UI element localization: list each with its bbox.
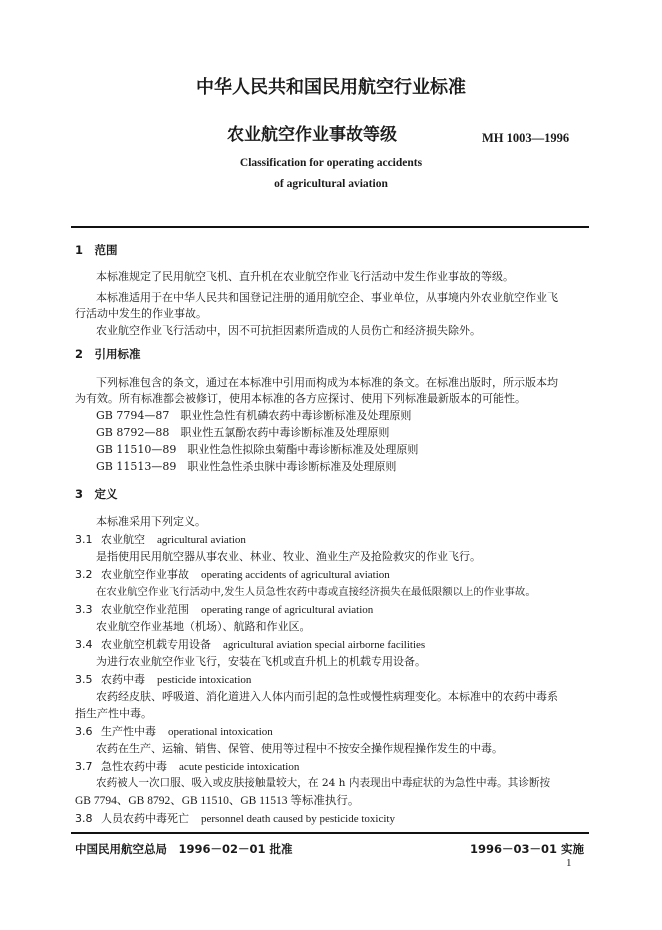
- term-3-6-definition: 农药在生产、运输、销售、保管、使用等过程中不按安全操作规程操作发生的中毒。: [96, 742, 503, 755]
- term-3-5-definition-line1: 农药经皮肤、呼吸道、消化道进入人体内而引起的急性或慢性病理变化。本标准中的农药中毒系: [96, 690, 558, 703]
- term-3-4-definition: 为进行农业航空作业飞行，安装在飞机或直升机上的机载专用设备。: [96, 655, 426, 668]
- section-1-paragraph-2-line2: 行活动中发生的作业事故。: [75, 307, 207, 320]
- term-chinese: 农业航空: [101, 533, 145, 546]
- term-chinese: 农业航空作业事故: [101, 568, 189, 581]
- term-number: 3.5: [75, 673, 93, 686]
- term-number: 3.3: [75, 603, 93, 616]
- top-rule: [71, 226, 589, 228]
- term-3-8: [75, 810, 395, 826]
- section-2-paragraph-line1: 下列标准包含的条文，通过在本标准中引用而构成为本标准的条文。在标准出版时，所示版本均: [96, 376, 558, 389]
- term-chinese: 急性农药中毒: [101, 760, 167, 773]
- term-english: pesticide intoxication: [157, 674, 252, 686]
- term-english: agricultural aviation special airborne facilities: [223, 639, 426, 651]
- term-3-1: [75, 531, 246, 547]
- term-3-7: [75, 758, 299, 774]
- bottom-rule: [71, 832, 589, 834]
- document-header: 中华人民共和国民用航空行业标准: [196, 77, 466, 98]
- term-3-3: [75, 601, 373, 617]
- section-2-paragraph-line2: 为有效。所有标准都会被修订，使用本标准的各方应探讨、使用下列标准最新版本的可能性。: [75, 392, 526, 405]
- standard-number: MH 1003—1996: [482, 131, 570, 145]
- term-chinese: 农业航空作业范围: [101, 603, 189, 616]
- term-english: operational intoxication: [168, 726, 273, 738]
- term-3-4: [75, 636, 425, 652]
- term-3-1-definition: 是指使用民用航空器从事农业、林业、牧业、渔业生产及抢险救灾的作业飞行。: [96, 550, 481, 563]
- chinese-title: 农业航空作业事故等级: [227, 125, 397, 145]
- reference-item: GB 8792—88 职业性五氯酚农药中毒诊断标准及处理原则: [96, 426, 390, 439]
- section-3-intro: 本标准采用下列定义。: [96, 515, 206, 528]
- term-chinese: 生产性中毒: [101, 725, 156, 738]
- term-english: personnel death caused by pesticide toxicity: [201, 813, 395, 825]
- footer-issuer: 中国民用航空总局 1996－02－01 批准: [75, 842, 293, 856]
- term-english: operating accidents of agricultural aviation: [201, 569, 390, 581]
- reference-item: GB 11513—89 职业性急性杀虫脒中毒诊断标准及处理原则: [96, 460, 397, 473]
- page-number: 1: [566, 857, 572, 869]
- term-3-6: [75, 723, 273, 739]
- section-1-paragraph-1: 本标准规定了民用航空飞机、直升机在农业航空作业飞行活动中发生作业事故的等级。: [96, 270, 514, 283]
- term-3-5: [75, 671, 251, 687]
- term-number: 3.7: [75, 760, 93, 773]
- term-3-7-definition-line1: 农药被人一次口服、吸入或皮肤接触量较大，在 24 h 内表现出中毒症状的为急性中毒。其诊断按: [96, 777, 551, 789]
- term-3-2: [75, 566, 390, 582]
- english-title-line2: of agricultural aviation: [274, 178, 388, 190]
- term-number: 3.6: [75, 725, 93, 738]
- term-english: acute pesticide intoxication: [179, 761, 300, 773]
- english-title-line1: Classification for operating accidents: [239, 157, 423, 169]
- section-3-heading: 3 定义: [75, 487, 118, 501]
- term-number: 3.2: [75, 568, 93, 581]
- term-3-7-definition-line2: GB 7794、GB 8792、GB 11510、GB 11513 等标准执行。: [75, 795, 360, 807]
- term-3-5-definition-line2: 指生产性中毒。: [75, 707, 152, 720]
- section-1-paragraph-3: 农业航空作业飞行活动中，因不可抗拒因素所造成的人员伤亡和经济损失除外。: [96, 324, 481, 337]
- term-number: 3.1: [75, 533, 93, 546]
- section-2-heading: 2 引用标准: [75, 347, 141, 361]
- term-english: operating range of agricultural aviation: [201, 604, 374, 616]
- term-english: agricultural aviation: [157, 534, 246, 546]
- term-number: 3.4: [75, 638, 93, 651]
- term-chinese: 人员农药中毒死亡: [101, 812, 189, 825]
- term-chinese: 农业航空机载专用设备: [101, 638, 211, 651]
- footer-effective-date: 1996－03－01 实施: [470, 842, 585, 856]
- reference-item: GB 11510—89 职业性急性拟除虫菊酯中毒诊断标准及处理原则: [96, 443, 419, 456]
- term-chinese: 农药中毒: [101, 673, 145, 686]
- section-1-paragraph-2-line1: 本标准适用于在中华人民共和国登记注册的通用航空企、事业单位，从事境内外农业航空作业飞: [96, 291, 558, 304]
- term-3-2-definition: 在农业航空作业飞行活动中,发生人员急性农药中毒或直接经济损失在最低限额以上的作业事故。: [96, 586, 536, 598]
- term-3-3-definition: 农业航空作业基地（机场）、航路和作业区。: [96, 620, 311, 633]
- section-1-heading: 1 范围: [75, 243, 118, 257]
- reference-item: GB 7794—87 职业性急性有机磷农药中毒诊断标准及处理原则: [96, 409, 412, 422]
- term-number: 3.8: [75, 812, 93, 825]
